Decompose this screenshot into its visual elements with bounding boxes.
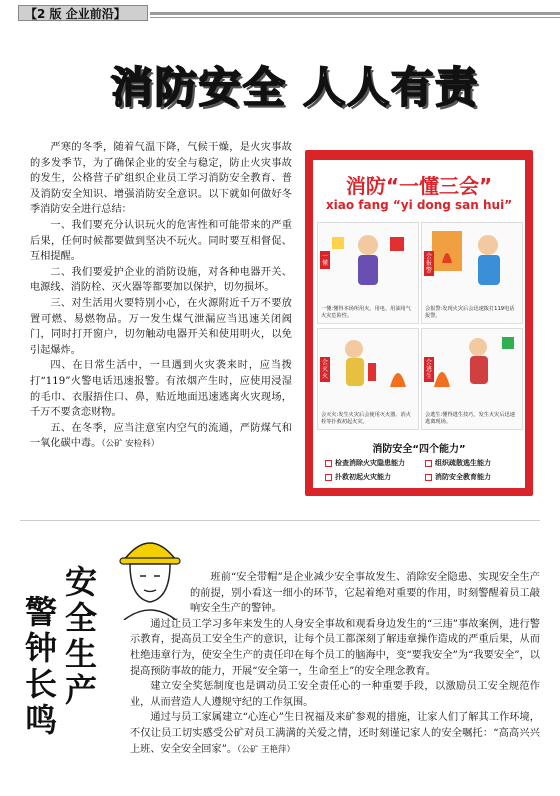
- person-escape-icon: [422, 329, 522, 399]
- panel-caption: 会逃生:懂得逃生技巧，发生火灾后迅速逃离现场。: [425, 412, 515, 425]
- panel-tag: 会灭火: [321, 359, 328, 380]
- panel-caption: 一懂:懂得本场所用火、用电、用油用气火灾危险性。: [321, 306, 411, 319]
- article-last-text: 通过与员工家属建立“心连心”生日祝福及来矿参观的措施，让家人们了解其工作环境，不仅让员工切实感受公矿对员工满满的关爱之情，还时刻谨记家人的安全嘱托：“高高兴兴上班、安全安全回家”。: [130, 712, 540, 755]
- article-paragraph: [130, 710, 540, 758]
- article-paragraph: 四、在日常生活中，一旦遇到火灾袭来时，应当拨打“119”火警电话迅速报警。有浓烟产生时，应使用浸湿的毛巾、衣服捂住口、鼻，贴近地面迅速逃离火灾现场，千万不要贪恋财物。: [30, 360, 292, 419]
- poster-panel-extinguish: [317, 328, 419, 430]
- headline: 消防安全 人人有责: [110, 63, 480, 112]
- ability-item: 检查消除火灾隐患能力: [325, 458, 405, 468]
- person-phone-icon: [422, 223, 522, 293]
- byline: （公矿 王艳萍）: [237, 744, 296, 755]
- panel-tag: 会逃生: [425, 359, 432, 380]
- poster-body: [313, 160, 525, 488]
- article-paragraph: 一、我们要充分认识玩火的危害性和可能带来的严重后果，任何时候都要做到坚决不玩火。同时要互相督促、互相提醒。: [30, 219, 292, 263]
- article-paragraph: 严寒的冬季，随着气温下降，气候干燥，是火灾事故的多发季节，为了确保企业的安全与稳定，防止火灾事故的发生，公格营子矿组织企业员工学习消防安全教育、普及消防安全知识、增强消防安全意识。以下就如何做好冬季消防安全进行总结：: [30, 142, 292, 216]
- article-safety-production: [130, 570, 540, 758]
- fire-extinguisher-icon: [318, 329, 418, 399]
- article-fire-safety: [30, 140, 292, 453]
- article-paragraph: 三、对生活用火要特别小心，在火源附近千万不要放置可燃、易燃物品。万一发生煤气泄漏应当迅速关闭阀门，同时打开窗户，切勿触动电器开关和使用明火，以免引起爆炸。: [30, 297, 292, 356]
- ability-item: 扑救初起火灾能力: [325, 472, 391, 482]
- poster-title: 消防“一懂三会”: [345, 174, 493, 198]
- fire-safety-poster: [305, 150, 533, 496]
- person-thinking-icon: [318, 223, 418, 293]
- ability-item: 组织疏散逃生能力: [425, 458, 491, 468]
- header-rule-thin: [150, 17, 560, 18]
- panel-tag: 一懂: [321, 253, 328, 267]
- article-paragraph: 二、我们要爱护企业的消防设施，对各种电器开关、电源线、消防栓、灭火器等都要加以保护，切勿损坏。: [30, 266, 292, 294]
- article-paragraph: 班前“安全带帽”是企业减少安全事故发生、消除安全隐患、实现安全生产的前提，别小看这一细小的环节，它起着绝对重要的作用，时刻警醒着员工敲响安全生产的警钟。: [190, 572, 540, 615]
- vertical-title-col2: 警钟长鸣: [20, 595, 58, 739]
- article-paragraph: 建立安全奖惩制度也是调动员工安全责任心的一种重要手段，以激励员工安全规范作业，从而营造人人遵规守纪的工作氛围。: [130, 681, 540, 708]
- panel-caption: 会灭火:发生火灾后会使用灭火器、消火栓等扑救初起火灾。: [321, 412, 411, 425]
- poster-panel-understand: [317, 222, 419, 324]
- vertical-title: [20, 565, 106, 775]
- panel-tag: 会报警: [425, 253, 432, 274]
- poster-pinyin: xiao fang “yi dong san hui”: [325, 198, 513, 212]
- page-header: [0, 0, 560, 26]
- ability-item: 消防安全教育能力: [425, 472, 491, 482]
- panel-caption: 会报警:发现火灾后会迅速拨打119电话报警。: [425, 306, 515, 319]
- poster-panel-report: [421, 222, 523, 324]
- byline: （公矿 安检科）: [101, 439, 160, 450]
- poster-panel-escape: [421, 328, 523, 430]
- article-paragraph: 通过让员工学习多年来发生的人身安全事故和观看身边发生的“三违”事故案例，进行警示教育，提高员工安全生产的意识，让每个员工都深刻了解违章操作造成的严重后果，从而杜绝违章行为，使安全生产的责任印在每个员工的脑海中，变“要我安全”为“我要安全”，以提高预防事故的能力，开展“安全第一，生命至上”的安全理念教育。: [130, 618, 540, 677]
- header-rule: [150, 12, 560, 15]
- article-last-text: 五、在冬季，应当注意室内空气的流通，严防煤气和一氧化碳中毒。: [30, 422, 292, 450]
- vertical-title-col1: 安全生产: [60, 565, 98, 709]
- page-section-label: 【2 版 企业前沿】: [18, 5, 148, 21]
- section-divider: [20, 520, 540, 521]
- abilities-title: 消防安全“四个能力”: [372, 444, 466, 455]
- article-paragraph: [30, 421, 292, 453]
